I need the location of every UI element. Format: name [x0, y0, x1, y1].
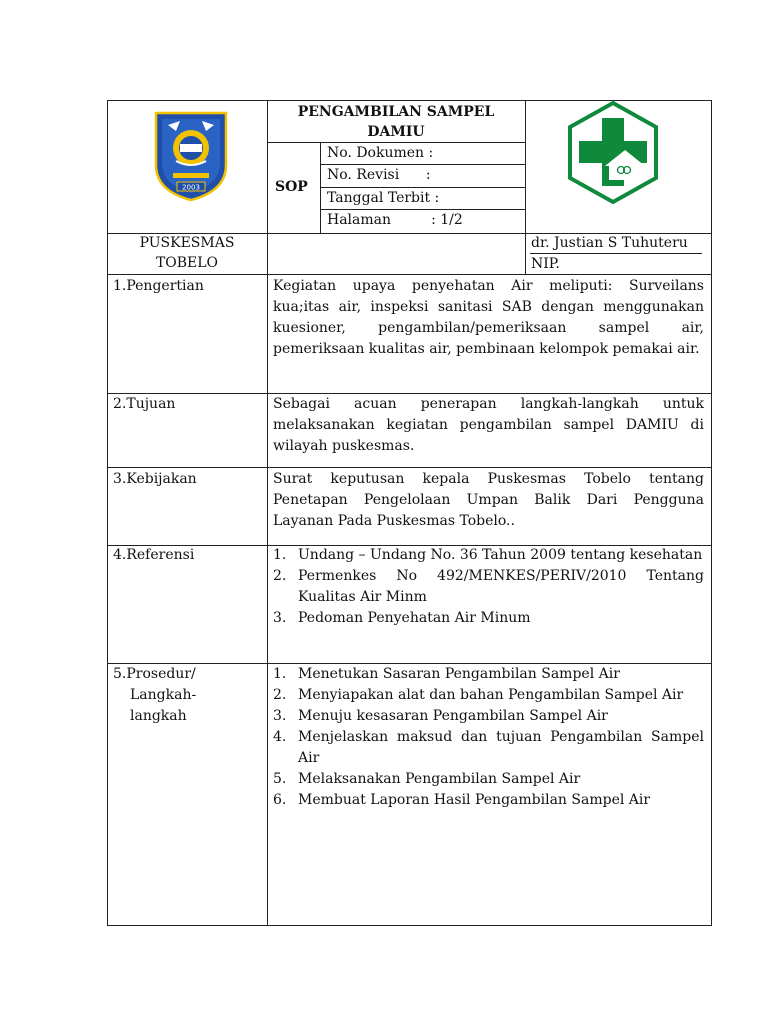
table-border-bottom — [107, 925, 712, 926]
section-label-prosedur-line3: langkah — [130, 708, 187, 724]
meta-doc-number: No. Dokumen : — [327, 145, 434, 161]
meta-revision: No. Revisi : — [327, 167, 431, 183]
org-name-line1: PUSKESMAS — [139, 235, 235, 251]
list-item: 1. Menetukan Sasaran Pengambilan Sampel Air — [273, 666, 620, 682]
column-divider — [267, 100, 268, 926]
emblem-year: 2003 — [182, 183, 200, 192]
meta-page: Halaman : 1/2 — [327, 212, 463, 228]
logo-column-divider — [525, 100, 526, 275]
list-item: 6. Membuat Laporan Hasil Pengambilan Sampel Air — [273, 792, 651, 808]
section-label-pengertian: 1.Pengertian — [113, 278, 204, 294]
section-label-kebijakan: 3.Kebijakan — [113, 471, 197, 487]
sop-column-divider — [320, 142, 321, 234]
list-item: 3. Pedoman Penyehatan Air Minum — [273, 610, 531, 626]
signer-name: dr. Justian S Tuhuteru — [531, 235, 688, 251]
section-label-tujuan: 2.Tujuan — [113, 396, 176, 412]
section-text-pengertian: Kegiatan upaya penyehatan Air meliputi: Surveilans kua;itas air, inspeksi sanitasi SAB dengan menggunakan kuesioner, pengambilan/pemeriksaan sampel air, pemeriksaan kualitas air, pembinaan kelompok pemakai air. — [273, 278, 704, 357]
section-label-referensi: 4.Referensi — [113, 547, 195, 563]
document-title-line2: DAMIU — [367, 124, 425, 140]
list-item: 5. Melaksanakan Pengambilan Sampel Air — [273, 771, 581, 787]
list-item: 4. Menjelaskan maksud dan tujuan Pengambilan Sampel Air — [273, 729, 704, 766]
sop-label: SOP — [275, 179, 308, 195]
list-item: 2. Permenkes No 492/MENKES/PERIV/2010 Tentang Kualitas Air Minm — [273, 568, 704, 605]
document-title-line1: PENGAMBILAN SAMPEL — [297, 104, 495, 120]
table-border-left — [107, 100, 108, 926]
list-item: 3. Menuju kesasaran Pengambilan Sampel Air — [273, 708, 608, 724]
section-label-prosedur: 5.Prosedur/ — [113, 666, 196, 682]
section-text-tujuan: Sebagai acuan penerapan langkah-langkah untuk melaksanakan kegiatan pengambilan sampel DAMIU di wilayah puskesmas. — [273, 396, 704, 454]
puskesmas-logo-icon — [565, 100, 661, 206]
regional-emblem-icon — [150, 103, 232, 203]
table-border-right — [711, 100, 712, 926]
section-text-kebijakan: Surat keputusan kepala Puskesmas Tobelo tentang Penetapan Pengelolaan Umpan Balik Dari Pengguna Layanan Pada Puskesmas Tobelo.. — [273, 471, 704, 529]
row-divider — [107, 467, 712, 468]
signer-nip: NIP. — [531, 256, 560, 272]
prosedur-list — [273, 664, 704, 811]
org-row-bottom-border — [107, 274, 712, 275]
list-item: 2. Menyiapakan alat dan bahan Pengambilan Sampel Air — [273, 687, 684, 703]
list-item: 1. Undang – Undang No. 36 Tahun 2009 tentang kesehatan — [273, 547, 703, 563]
org-name-line2: TOBELO — [155, 255, 219, 271]
referensi-list — [273, 545, 704, 629]
meta-issue-date: Tanggal Terbit : — [327, 190, 440, 206]
section-label-prosedur-line2: Langkah- — [130, 687, 197, 703]
